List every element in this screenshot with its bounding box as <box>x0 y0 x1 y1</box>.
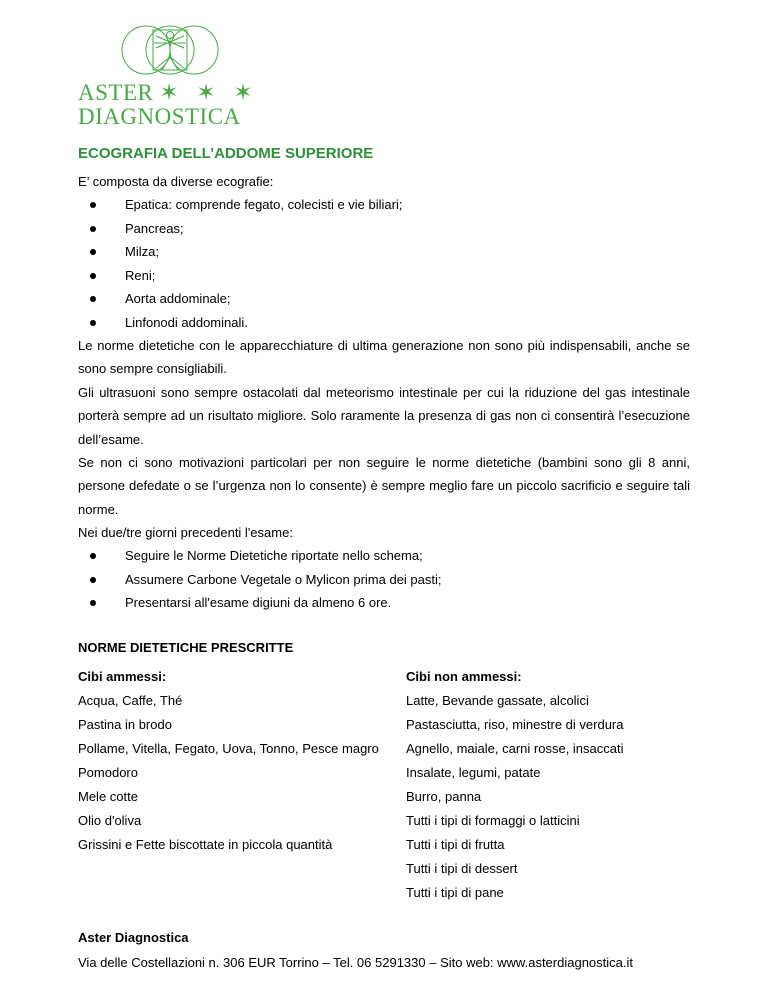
list-item: Assumere Carbone Vegetale o Mylicon prima dei pasti; <box>78 568 690 592</box>
list-item: Presentarsi all'esame digiuni da almeno 6 ore. <box>78 591 690 615</box>
paragraph: Se non ci sono motivazioni particolari per non seguire le norme dietetiche (bambini sono gli 8 anni, persone defedate o se l’urgenza non lo consente) è sempre meglio fare un piccolo sacrificio e seguire tali norme. <box>78 455 690 517</box>
table-row: Acqua, Caffe, Thé <box>78 693 183 708</box>
logo-text-diagnostica: DIAGNOSTICA <box>78 104 241 129</box>
footer-company-name: Aster Diagnostica <box>78 930 189 945</box>
table-row: Tutti i tipi di dessert <box>406 861 518 876</box>
table-row: Pastina in brodo <box>78 717 172 732</box>
table-row: Burro, panna <box>406 789 482 804</box>
not-allowed-foods-column <box>406 665 706 905</box>
footer-address: Via delle Costellazioni n. 306 EUR Torrino – Tel. 06 5291330 – Sito web: www.asterdiagnostica.it <box>78 955 633 970</box>
section-title-norme: NORME DIETETICHE PRESCRITTE <box>78 640 294 655</box>
table-row: Olio d'oliva <box>78 813 142 828</box>
pre-exam-intro: Nei due/tre giorni precedenti l'esame: <box>78 525 293 541</box>
table-row: Grissini e Fette biscottate in piccola quantità <box>78 837 333 852</box>
allowed-foods-header: Cibi ammessi: <box>78 669 167 684</box>
paragraph: Le norme dietetiche con le apparecchiature di ultima generazione non sono più indispensabili, anche se sono sempre consigliabili. <box>78 338 690 377</box>
vitruvian-man-logo-icon <box>120 24 220 76</box>
table-row: Agnello, maiale, carni rosse, insaccati <box>406 741 624 756</box>
table-row: Pomodoro <box>78 765 138 780</box>
table-row: Tutti i tipi di pane <box>406 885 504 900</box>
list-item: Aorta addominale; <box>78 287 690 311</box>
table-row: Tutti i tipi di frutta <box>406 837 505 852</box>
not-allowed-foods-header: Cibi non ammessi: <box>406 669 522 684</box>
allowed-foods-column <box>78 665 398 857</box>
logo-text-aster: ASTER ✶ ✶ ✶ <box>78 80 259 105</box>
table-row: Pastasciutta, riso, minestre di verdura <box>406 717 624 732</box>
document-title: ECOGRAFIA DELL’ADDOME SUPERIORE <box>78 145 374 162</box>
document-body <box>78 170 690 615</box>
table-row: Tutti i tipi di formaggi o latticini <box>406 813 580 828</box>
table-row: Latte, Bevande gassate, alcolici <box>406 693 589 708</box>
list-item: Linfonodi addominali. <box>78 311 690 335</box>
table-row: Insalate, legumi, patate <box>406 765 541 780</box>
pre-exam-list <box>78 544 690 615</box>
company-logo <box>78 24 278 132</box>
list-item: Seguire le Norme Dietetiche riportate nello schema; <box>78 544 690 568</box>
exam-list <box>78 193 690 334</box>
paragraph: Gli ultrasuoni sono sempre ostacolati dal meteorismo intestinale per cui la riduzione del gas intestinale porterà sempre ad un risultato migliore. Solo raramente la presenza di gas non ci consentirà l’esecuzione dell’esame. <box>78 384 690 447</box>
list-item: Epatica: comprende fegato, colecisti e vie biliari; <box>78 193 690 217</box>
list-item: Pancreas; <box>78 217 690 241</box>
table-row: Mele cotte <box>78 789 138 804</box>
list-item: Reni; <box>78 264 690 288</box>
list-item: Milza; <box>78 240 690 264</box>
logo-stars: ✶ ✶ ✶ <box>159 80 259 105</box>
intro-text: E’ composta da diverse ecografie: <box>78 174 274 189</box>
table-row: Pollame, Vitella, Fegato, Uova, Tonno, Pesce magro <box>78 741 379 756</box>
